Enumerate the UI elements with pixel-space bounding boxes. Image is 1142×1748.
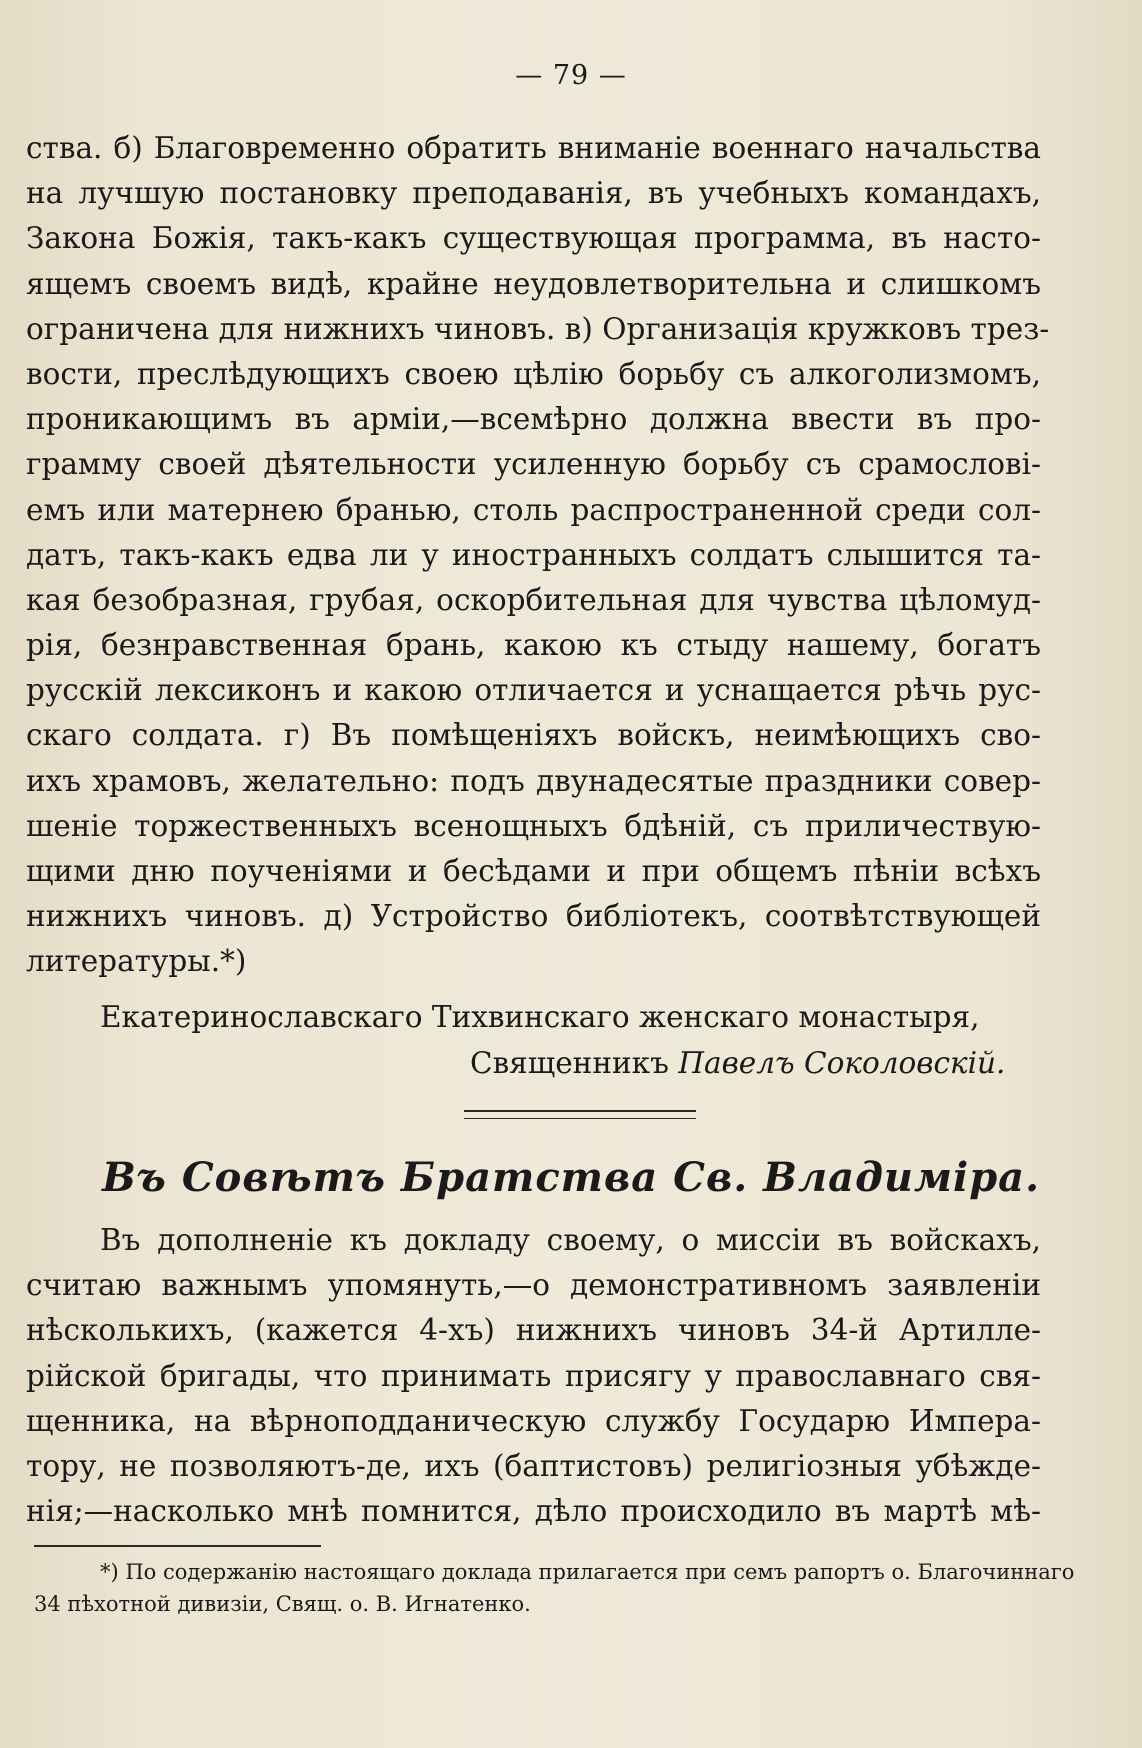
page-number: — 79 — [515,60,627,91]
text-line: Въ дополненіе къ докладу своему, о миссіи въ войскахъ, [100,1223,1041,1257]
text-line: нѣсколькихъ, (кажется 4-хъ) нижнихъ чиновъ 34-й Артилле- [26,1313,1041,1348]
signature-name: Павелъ Соколовскій. [678,1046,1006,1080]
text-line: шеніе торжественныхъ всенощныхъ бдѣній, съ приличествую- [26,808,1041,843]
text-line: тору, не позволяютъ-де, ихъ (баптистовъ) религіозныя убѣжде- [26,1448,1041,1483]
text-line: кая безобразная, грубая, оскорбительная для чувства цѣломуд- [26,582,1041,617]
signature-title: Священникъ [470,1046,669,1080]
signature [470,1046,1005,1080]
paragraph-1 [26,126,1050,985]
text-line: русскій лексиконъ и какою отличается и уснащается рѣчь рус- [26,673,1041,708]
section-divider [464,1110,696,1119]
text-line: ства. б) Благовременно обратить вниманіе военнаго начальства [26,131,1041,165]
text-line: рія, безнравственная брань, какою къ стыду нашему, богатъ [26,628,1041,663]
text-line: скаго солдата. г) Въ помѣщеніяхъ войскъ, неимѣющихъ сво- [26,718,1041,753]
text-line: ящемъ своемъ видѣ, крайне неудовлетворительна и слишкомъ [26,266,1041,301]
text-line: емъ или матернею бранью, столь распространенной среди сол- [26,492,1041,527]
text-line: датъ, такъ-какъ едва ли у иностранныхъ солдатъ слышится та- [26,537,1041,572]
text-line: нія;—насколько мнѣ помнится, дѣло происходило въ мартѣ мѣ- [26,1494,1041,1529]
text-line: литературы.*) [26,944,247,979]
text-line: на лучшую постановку преподаванія, въ учебныхъ командахъ, [26,176,1041,211]
text-line: рійской бригады, что принимать присягу у православнаго свя- [26,1358,1041,1393]
text-line: нижнихъ чиновъ. д) Устройство библіотекъ, соотвѣтствующей [26,899,1041,934]
footnote-rule [34,1545,321,1547]
text-line: Закона Божія, такъ-какъ существующая программа, въ насто- [26,221,1041,256]
text-line: ихъ храмовъ, желательно: подъ двунадесятые праздники совер- [26,763,1041,798]
footnote-line: *) По содержанію настоящаго доклада прилагается при семъ рапортъ о. Благочиннаго [100,1560,1075,1584]
text-line: грамму своей дѣятельности усиленную борьбу съ срамослові- [26,447,1041,482]
text-line: проникающимъ въ арміи,—всемѣрно должна ввести въ про- [26,402,1041,437]
signature-affiliation: Екатеринославскаго Тихвинскаго женскаго монастыря, [100,1000,980,1034]
text-line: щими дню поученіями и бесѣдами и при общемъ пѣніи всѣхъ [26,854,1041,888]
footnote-line: 34 пѣхотной дивизіи, Свящ. о. В. Игнатенко. [34,1592,531,1616]
section-heading: Въ Совѣтъ Братства Св. Владиміра. [102,1154,1040,1201]
text-line: ограничена для нижнихъ чиновъ. в) Организація кружковъ трез- [26,311,1050,346]
footnote [34,1556,1075,1620]
text-line: считаю важнымъ упомянуть,—о демонстративномъ заявленіи [26,1268,1041,1303]
text-line: вости, преслѣдующихъ своею цѣлію борьбу съ алкоголизмомъ, [26,356,1041,391]
text-line: щенника, на вѣрноподданическую службу Государю Импера- [26,1403,1041,1438]
paragraph-2 [26,1218,1041,1534]
